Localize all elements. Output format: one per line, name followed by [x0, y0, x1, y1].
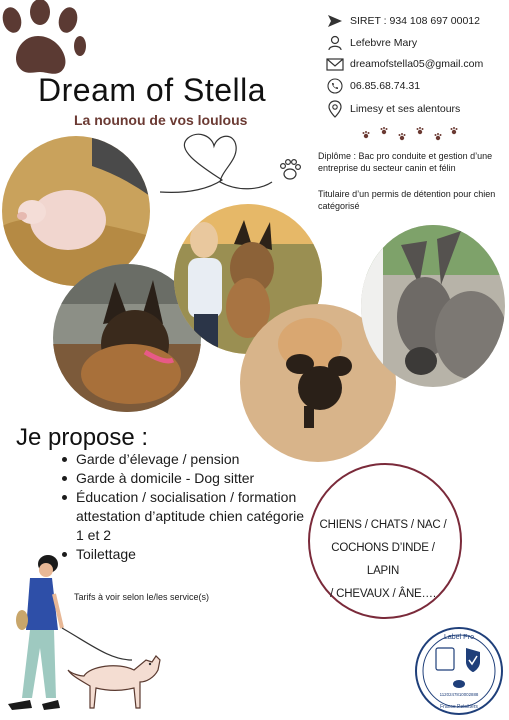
- service-item: Éducation / socialisation / formation attestation d’aptitude chien catégorie 1 et 2: [60, 488, 310, 545]
- name-text: Lefebvre Mary: [350, 37, 418, 49]
- animals-line: / CHEVAUX / ÂNE….: [330, 588, 436, 600]
- page-subtitle: La nounou de vos loulous: [74, 112, 248, 128]
- person-icon: [326, 34, 344, 52]
- service-item: Toilettage: [60, 545, 310, 564]
- offer-heading: Je propose :: [16, 424, 149, 451]
- dog-walker-illustration: [0, 548, 170, 720]
- badge-footer: France Petsitters: [440, 704, 478, 710]
- siret-text: SIRET : 934 108 697 00012: [350, 15, 480, 27]
- animals-line: CHIENS / CHATS / NAC /: [319, 519, 447, 531]
- paw-trail-icon: [362, 126, 462, 146]
- phone-icon: [326, 77, 344, 95]
- service-item: Garde d’élevage / pension: [60, 450, 310, 469]
- services-list: [60, 450, 310, 564]
- siret-row: [326, 12, 480, 30]
- location-text: Limesy et ses alentours: [350, 103, 461, 115]
- donkey-photo: [361, 225, 505, 387]
- service-item: Garde à domicile - Dog sitter: [60, 469, 310, 488]
- badge-title: Label Pro: [444, 634, 474, 641]
- phone-text[interactable]: 06.85.68.74.31: [350, 80, 421, 92]
- location-pin-icon: [326, 100, 344, 118]
- diploma-text: Diplôme : Bac pro conduite et gestion d’une entreprise du secteur canin et félin: [318, 151, 493, 173]
- label-pro-badge: [414, 626, 504, 716]
- pricing-note: Tarifs à voir selon le/les service(s): [74, 592, 210, 602]
- permit-text: Titulaire d’un permis de détention pour chien catégorisé: [318, 189, 496, 211]
- badge-number: 1120247810002888: [439, 692, 479, 697]
- paw-print-icon: [0, 0, 86, 80]
- page-title: Dream of Stella: [38, 72, 267, 108]
- phone-row: [326, 77, 420, 95]
- animals-line: COCHONS D’INDE / LAPIN: [331, 542, 435, 577]
- location-row: [326, 100, 460, 118]
- heart-line-icon: [160, 130, 310, 210]
- mail-icon: [326, 55, 344, 73]
- animals-list: [316, 514, 450, 606]
- name-row: [326, 34, 417, 52]
- email-text[interactable]: dreamofstella05@gmail.com: [350, 58, 484, 70]
- email-row: [326, 55, 483, 73]
- send-icon: [326, 12, 344, 30]
